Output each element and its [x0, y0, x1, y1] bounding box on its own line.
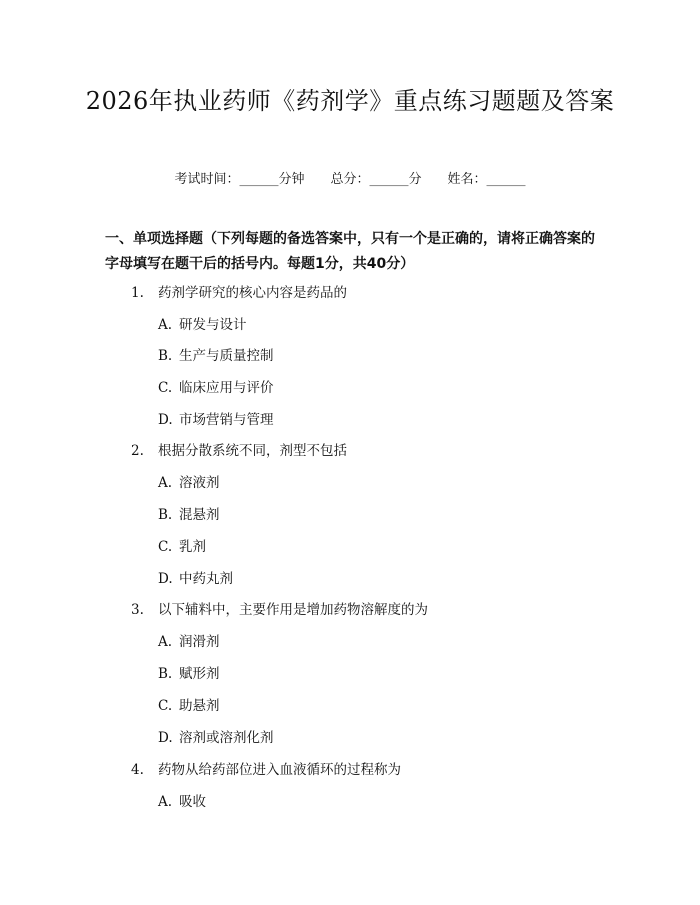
option-3-d	[158, 728, 274, 748]
option-2-c	[158, 537, 206, 557]
option-text: 混悬剂	[179, 507, 220, 523]
exam-time-label: 考试时间：______分钟	[174, 172, 305, 187]
option-text: 临床应用与评价	[179, 380, 274, 396]
option-text: 生产与质量控制	[179, 348, 274, 364]
question-number: 1.	[131, 285, 144, 301]
option-1-b	[158, 346, 274, 366]
option-letter: C.	[158, 539, 173, 555]
option-letter: B.	[158, 348, 173, 364]
option-letter: C.	[158, 380, 173, 396]
option-text: 乳剂	[179, 539, 206, 555]
option-letter: A.	[158, 794, 173, 810]
question-number: 2.	[131, 443, 144, 459]
question-4	[131, 760, 401, 780]
option-2-d	[158, 569, 233, 589]
option-3-a	[158, 632, 220, 652]
option-letter: A.	[158, 634, 173, 650]
option-text: 中药丸剂	[179, 571, 233, 587]
option-3-c	[158, 696, 220, 716]
option-text: 市场营销与管理	[179, 412, 274, 428]
option-letter: D.	[158, 571, 173, 587]
option-letter: B.	[158, 666, 173, 682]
question-number: 3.	[131, 602, 144, 618]
option-text: 助悬剂	[179, 698, 220, 714]
option-text: 赋形剂	[179, 666, 220, 682]
total-score-label: 总分：______分	[330, 172, 422, 187]
option-3-b	[158, 664, 220, 684]
option-text: 吸收	[179, 794, 206, 810]
question-text: 根据分散系统不同，剂型不包括	[158, 443, 347, 459]
question-text: 药剂学研究的核心内容是药品的	[158, 285, 347, 301]
name-label: 姓名：______	[447, 172, 526, 187]
option-text: 润滑剂	[179, 634, 220, 650]
section-heading: 一、单项选择题（下列每题的备选答案中，只有一个是正确的，请将正确答案的字母填写在题干后的括号内。每题1分，共40分）	[105, 231, 595, 272]
option-1-a	[158, 315, 247, 335]
option-letter: A.	[158, 317, 173, 333]
option-letter: A.	[158, 475, 173, 491]
question-1	[131, 283, 347, 303]
option-letter: D.	[158, 412, 173, 428]
question-3	[131, 600, 428, 620]
option-text: 溶液剂	[179, 475, 220, 491]
option-letter: B.	[158, 507, 173, 523]
exam-info-line	[0, 168, 700, 187]
document-title: 2026年执业药师《药剂学》重点练习题题及答案	[85, 87, 615, 115]
option-text: 研发与设计	[179, 317, 247, 333]
option-2-a	[158, 473, 220, 493]
option-letter: C.	[158, 698, 173, 714]
question-2	[131, 441, 347, 461]
option-4-a	[158, 792, 206, 812]
option-1-c	[158, 378, 274, 398]
question-number: 4.	[131, 762, 144, 778]
question-text: 药物从给药部位进入血液循环的过程称为	[158, 762, 401, 778]
question-text: 以下辅料中，主要作用是增加药物溶解度的为	[158, 602, 428, 618]
option-text: 溶剂或溶剂化剂	[179, 730, 274, 746]
option-2-b	[158, 505, 220, 525]
option-letter: D.	[158, 730, 173, 746]
option-1-d	[158, 410, 274, 430]
